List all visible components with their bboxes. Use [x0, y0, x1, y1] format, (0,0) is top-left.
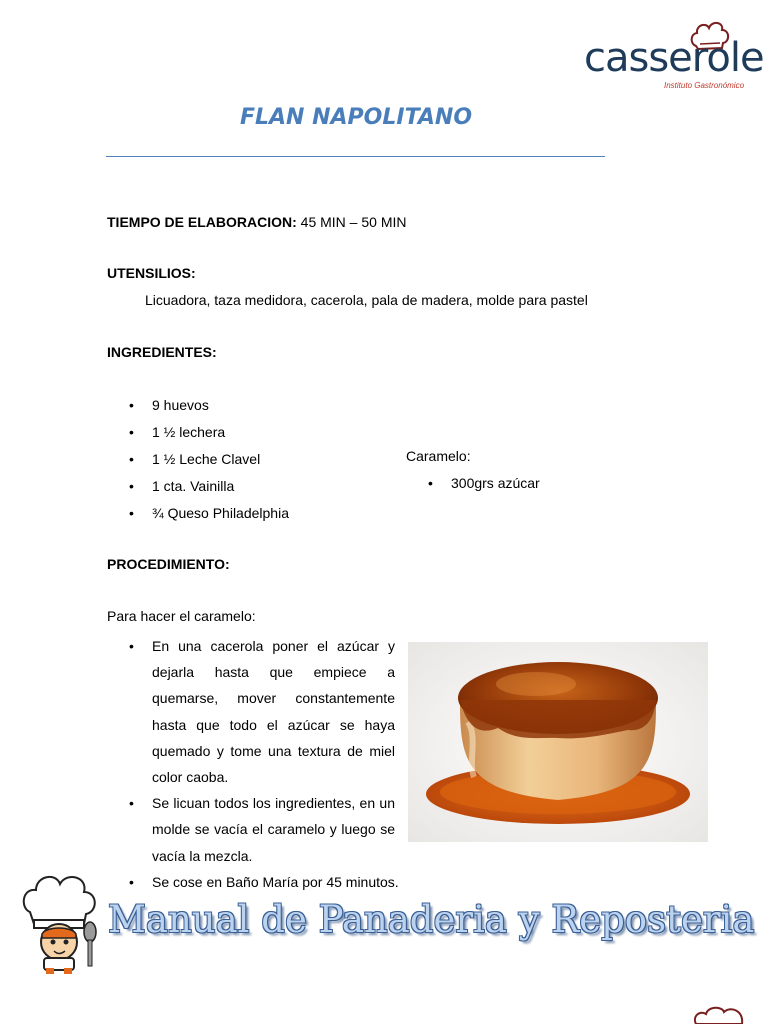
- list-item: • 300grs azúcar: [406, 474, 606, 501]
- time-row: [107, 213, 407, 231]
- flan-photo: [408, 642, 708, 842]
- time-label: TIEMPO DE ELABORACION:: [107, 214, 297, 230]
- ingredients-heading: INGREDIENTES:: [107, 344, 217, 360]
- chef-hat-icon: [690, 1006, 750, 1024]
- recipe-title: FLAN NAPOLITANO: [239, 105, 473, 130]
- list-item: • 1 ½ lechera: [107, 423, 387, 450]
- logo-tagline: Instituto Gastronómico: [664, 81, 745, 90]
- utensils-heading: UTENSILIOS:: [107, 265, 196, 281]
- ingredients-list: [107, 396, 387, 531]
- procedure-intro: Para hacer el caramelo:: [107, 608, 256, 624]
- list-item: • Se cose en Baño María por 45 minutos.: [107, 869, 395, 895]
- footer-title: Manual de Panaderia y Reposteria: [108, 898, 755, 941]
- list-item: • Se licuan todos los ingredientes, en un molde se vacía el caramelo y luego se vacía la mezcla.: [107, 790, 395, 869]
- procedure-heading: PROCEDIMIENTO:: [107, 556, 230, 572]
- list-item: • ¾ Queso Philadelphia: [107, 504, 387, 531]
- chef-mascot-icon: [18, 872, 100, 976]
- list-item: • 9 huevos: [107, 396, 387, 423]
- caramel-label: Caramelo:: [406, 448, 471, 464]
- caramel-list: [406, 474, 606, 501]
- time-value: 45 MIN – 50 MIN: [300, 214, 407, 230]
- logo-wordmark: casserole: [584, 35, 764, 81]
- title-divider: [106, 156, 605, 157]
- utensils-text: Licuadora, taza medidora, cacerola, pala de madera, molde para pastel: [145, 292, 588, 308]
- list-item: • En una cacerola poner el azúcar y dejarla hasta que empiece a quemarse, mover constantemente hasta que todo el azúcar se haya quemado y tome una textura de miel color caoba.: [107, 633, 395, 790]
- procedure-steps: [107, 633, 399, 895]
- casserole-logo: [578, 14, 764, 96]
- list-item: • 1 ½ Leche Clavel: [107, 450, 387, 477]
- list-item: • 1 cta. Vainilla: [107, 477, 387, 504]
